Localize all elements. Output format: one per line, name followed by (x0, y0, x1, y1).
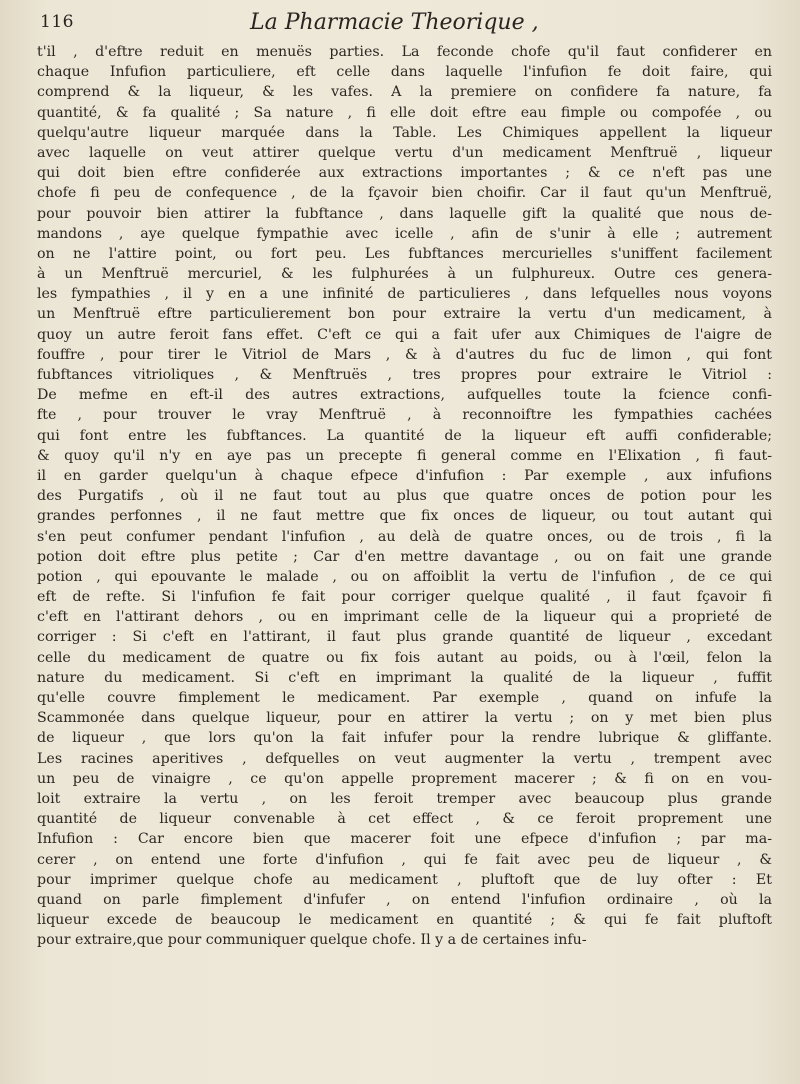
text-line: Scammonée dans quelque liqueur, pour en attirer la vertu ; on y met bien plus (37, 710, 772, 727)
text-line: qui doit bien eftre confiderée aux extractions importantes ; & ce n'eft pas une (37, 165, 772, 182)
text-line: qu'elle couvre fimplement le medicament. Par exemple , quand on infufe la (37, 690, 772, 706)
text-line: c'eft en l'attirant dehors , ou en imprimant celle de la liqueur qui a proprieté de (37, 609, 772, 626)
text-line: les fympathies , il y en a une infinité de particulieres , dans lefquelles nous voyons (37, 286, 772, 303)
text-line: celle du medicament de quatre ou fix fois autant au poids, ou à l'œil, felon la (37, 649, 772, 666)
text-line: quantité, & fa qualité ; Sa nature , fi elle doit eftre eau fimple ou compofée , ou (37, 104, 772, 121)
text-line: on ne l'attire point, ou fort peu. Les fubftances mercurielles s'uniffent facilement (37, 245, 772, 262)
text-line: liqueur excede de beaucoup le medicament en quantité ; & qui fe fait pluftoft (37, 912, 772, 929)
text-line: pour pouvoir bien attirer la fubftance , dans laquelle gift la qualité que nous de- (37, 205, 772, 222)
text-line: pour extraire,que pour communiquer quelque chofe. Il y a de certaines infu- (37, 932, 587, 949)
text-line: mandons , aye quelque fympathie avec icelle , afin de s'unir à elle ; autrement (37, 225, 772, 242)
text-line: nature du medicament. Si c'eft en imprimant la qualité de la liqueur , fuffit (37, 669, 772, 686)
text-line: t'il , d'eftre reduit en menuës parties. La feconde chofe qu'il faut confiderer en (37, 44, 772, 60)
text-line: potion doit eftre plus petite ; Car d'en mettre davantage , ou on fait une grande (37, 548, 772, 565)
text-line: grandes perfonnes , il ne faut mettre que fix onces de liqueur, ou tout autant qui (37, 508, 772, 525)
text-line: comprend & la liqueur, & les vafes. A la premiere on confidere fa nature, fa (37, 84, 772, 101)
text-line: il en garder quelqu'un à chaque efpece d'infufion : Par exemple , aux infufions (37, 467, 772, 484)
text-line: de liqueur , que lors qu'on la fait infufer pour la rendre lubrique & gliffante. (37, 730, 772, 747)
text-line: s'en peut confumer pendant l'infufion , au delà de quatre onces, ou de trois , fi la (37, 528, 772, 545)
text-line: à un Menftruë mercuriel, & les fulphurées à un fulphureux. Outre ces genera- (37, 266, 772, 283)
text-line: fouffre , pour tirer le Vitriol de Mars , & à d'autres du fuc de limon , qui font (37, 346, 772, 363)
body-text (37, 42, 772, 950)
text-line: fte , pour trouver le vray Menftruë , à reconnoiftre les fympathies cachées (37, 407, 772, 424)
text-line: avec laquelle on veut attirer quelque vertu d'un medicament Menftruë , liqueur (37, 144, 772, 161)
text-line: Les racines aperitives , defquelles on veut augmenter la vertu , trempent avec (37, 750, 772, 767)
text-line: des Purgatifs , où il ne faut tout au plus que quatre onces de potion pour les (37, 488, 772, 505)
page-number: 116 (40, 12, 74, 32)
text-line: & quoy qu'il n'y en aye pas un precepte fi general comme en l'Elixation , fi faut- (37, 447, 772, 464)
text-line: qui font entre les fubftances. La quantité de la liqueur eft auffi confiderable; (37, 427, 772, 444)
text-line: De mefme en eft-il des autres extractions, aufquelles toute la fcience confi- (37, 387, 772, 404)
text-line: fubftances vitrioliques , & Menftruës , tres propres pour extraire le Vitriol : (37, 367, 772, 383)
text-line: quantité de liqueur convenable à cet effect , & ce feroit proprement une (37, 811, 772, 828)
text-line: corriger : Si c'eft en l'attirant, il faut plus grande quantité de liqueur , excedant (37, 629, 772, 646)
text-line: chaque Infufion particuliere, eft celle dans laquelle l'infufion fe doit faire, qui (37, 64, 772, 81)
text-line: cerer , on entend une forte d'infufion , qui fe fait avec peu de liqueur , & (37, 851, 772, 868)
text-line: loit extraire la vertu , on les feroit tremper avec beaucoup plus grande (37, 790, 772, 807)
text-line: quand on parle fimplement d'infufer , on entend l'infufion ordinaire , où la (37, 891, 772, 908)
text-line: chofe fi peu de confequence , de la fçavoir bien choifir. Car il faut qu'un Menftruë, (37, 185, 772, 202)
text-line: quelqu'autre liqueur marquée dans la Table. Les Chimiques appellent la liqueur (37, 124, 772, 141)
text-line: Infufion : Car encore bien que macerer foit une efpece d'infufion ; par ma- (37, 831, 772, 848)
text-line: potion , qui epouvante le malade , ou on affoiblit la vertu de l'infufion , de ce qui (37, 568, 772, 585)
text-line: un Menftruë eftre particulierement bon pour extraire la vertu d'un medicament, à (37, 306, 772, 323)
text-line: pour imprimer quelque chofe au medicament , pluftoft que de luy ofter : Et (37, 871, 772, 888)
text-line: un peu de vinaigre , ce qu'on appelle proprement macerer ; & fi on en vou- (37, 770, 772, 787)
page-header (40, 8, 760, 40)
running-title: La Pharmacie Theorique , (250, 10, 539, 35)
text-line: quoy un autre feroit fans effet. C'eft ce qui a fait ufer aux Chimiques de l'aigre de (37, 326, 772, 343)
text-line: eft de refte. Si l'infufion fe fait pour corriger quelque qualité , il faut fçavoir fi (37, 589, 772, 606)
